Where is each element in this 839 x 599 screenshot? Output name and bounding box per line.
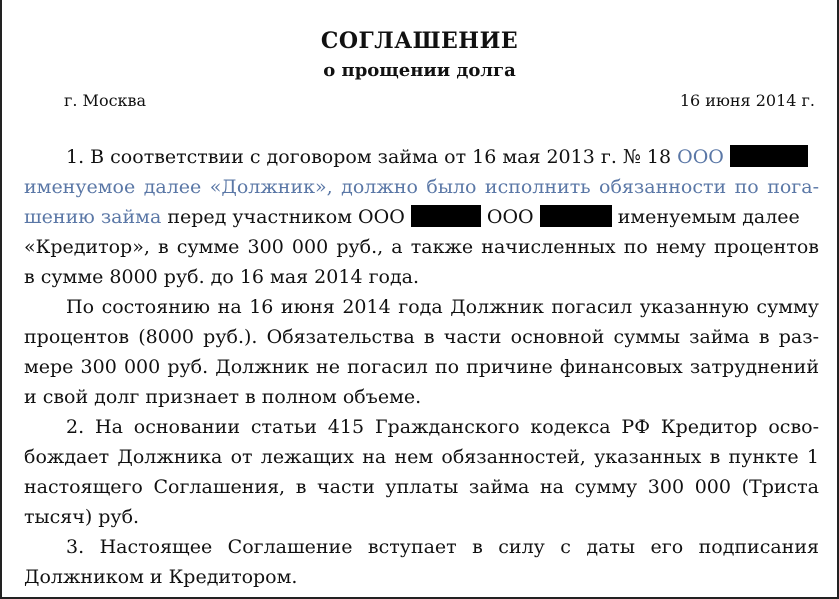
text-line: в сумме 8000 руб. до 16 мая 2014 года. bbox=[24, 266, 420, 288]
clause-1-org: ООО bbox=[677, 146, 724, 168]
text-line bbox=[24, 142, 819, 172]
document-subtitle: о прощении долга bbox=[323, 60, 516, 81]
text-line bbox=[24, 202, 819, 232]
text-line: 2. На основании статьи 415 Гражданского кодекса РФ Кредитор осво- bbox=[66, 416, 819, 438]
text-line: 3. Настоящее Соглашение вступает в силу с даты его подписания bbox=[66, 536, 819, 558]
text-line: именуемое далее «Должник», должно было исполнить обязанности по пога- bbox=[24, 176, 819, 198]
document-date: 16 июня 2014 г. bbox=[679, 91, 815, 110]
text-line: Должником и Кредитором. bbox=[24, 566, 298, 588]
text-line: бождает Должника от лежащих на нем обязанностей, указанных в пункте 1 bbox=[24, 446, 819, 468]
document-title: СОГЛАШЕНИЕ bbox=[320, 28, 519, 54]
text-line: тысяч) руб. bbox=[24, 506, 140, 528]
text-line: мере 300 000 руб. Должник не погасил по причине финансовых затруднений bbox=[24, 356, 819, 378]
text-line: настоящего Соглашения, в части уплаты займа на сумму 300 000 (Триста bbox=[24, 476, 819, 498]
text-line: и свой долг признает в полном объеме. bbox=[24, 386, 422, 408]
text-fragment: ООО bbox=[486, 206, 534, 228]
clause-1-text: 1. В соответствии с договором займа от 16 мая 2013 г. № 18 bbox=[66, 146, 672, 168]
text-fragment: именуемым далее bbox=[617, 206, 800, 228]
text-fragment: шению займа bbox=[24, 206, 162, 228]
redacted-block bbox=[540, 205, 612, 227]
text-line: По состоянию на 16 июня 2014 года Должник погасил указанную сумму bbox=[66, 296, 819, 318]
text-line: процентов (8000 руб.). Обязательства в части основной суммы займа в раз- bbox=[24, 326, 819, 348]
text-line: «Кредитор», в сумме 300 000 руб., а также начисленных по нему процентов bbox=[24, 236, 819, 258]
document-body bbox=[24, 142, 819, 592]
redacted-block bbox=[730, 145, 808, 167]
redacted-block bbox=[411, 205, 481, 227]
text-fragment: перед участником ООО bbox=[167, 206, 405, 228]
document-city: г. Москва bbox=[64, 91, 147, 110]
